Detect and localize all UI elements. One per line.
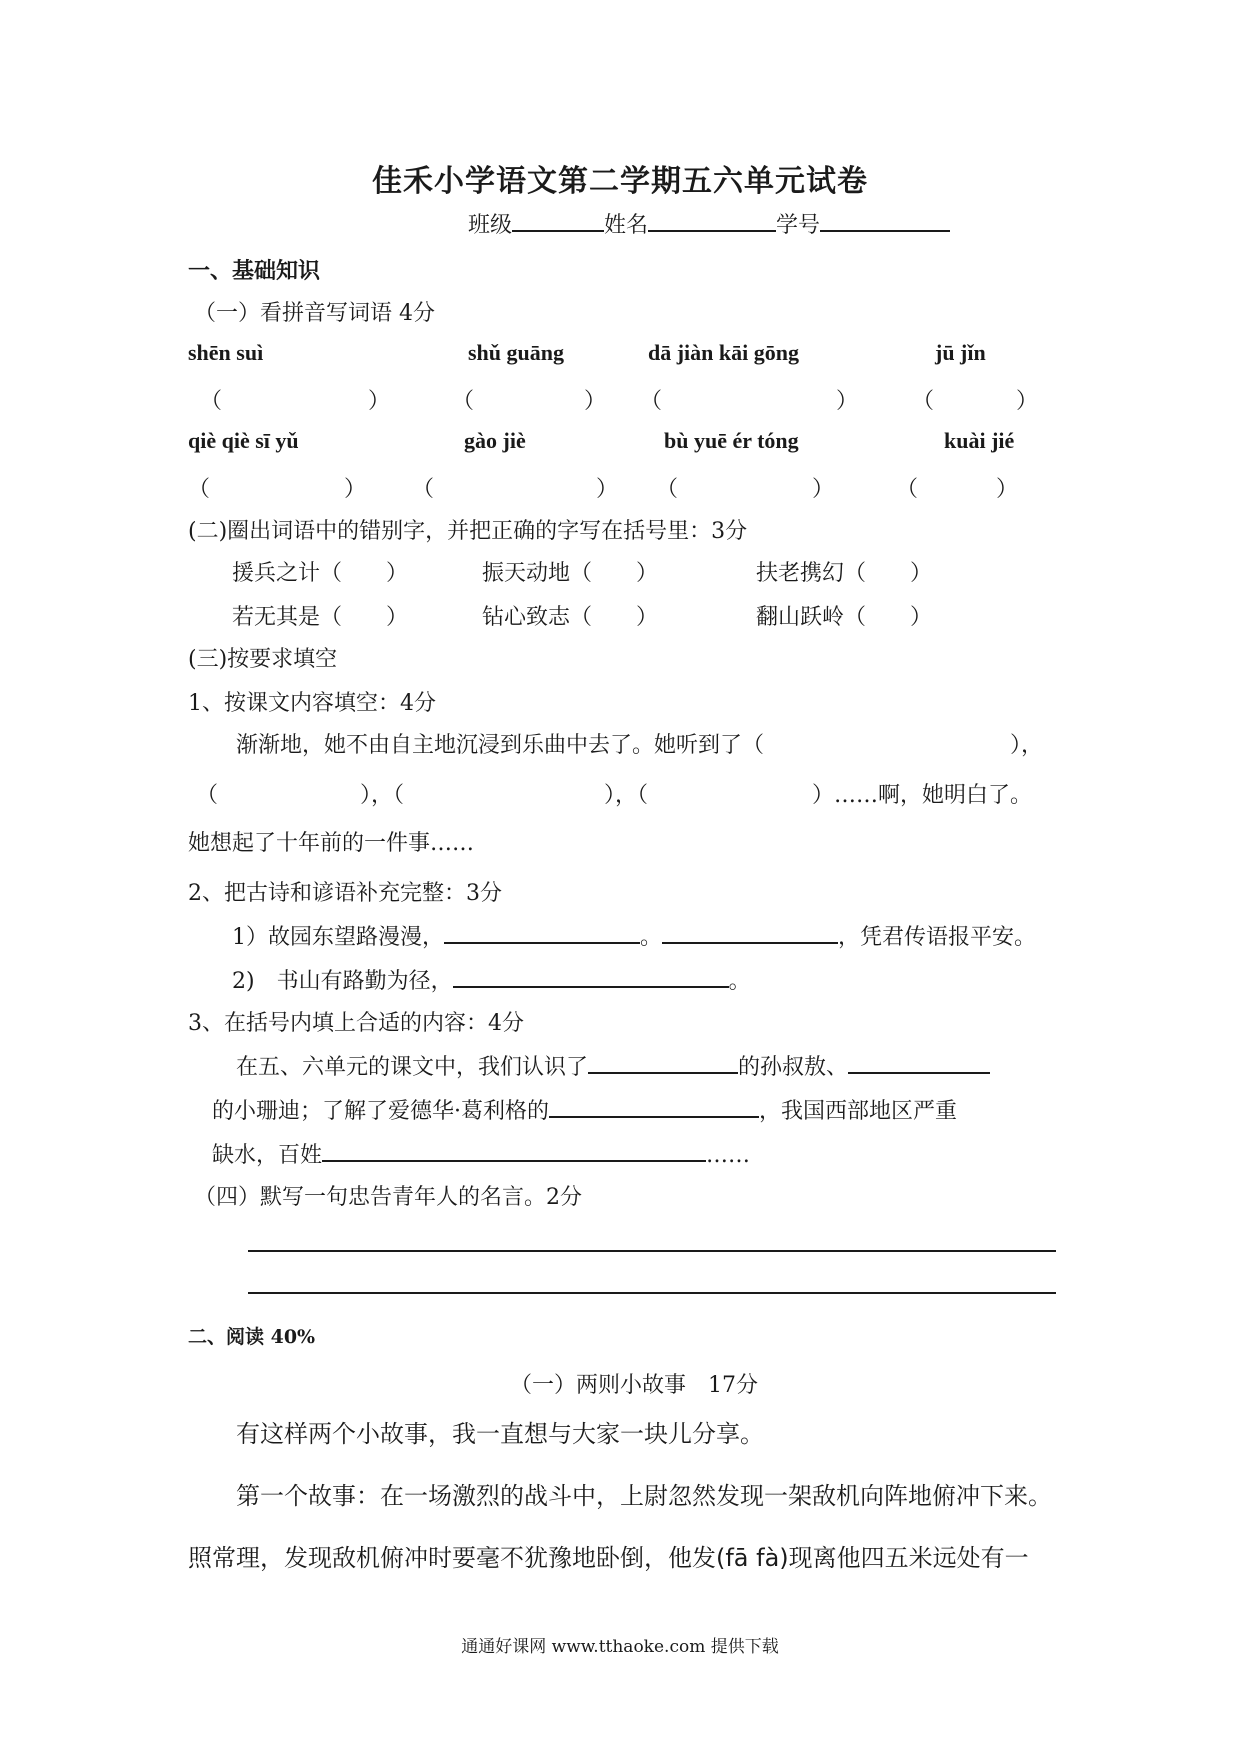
pinyin-8: kuài jié — [944, 428, 1015, 453]
class-label: 班级 — [468, 213, 513, 238]
q3-item2-heading: 2、把古诗和谚语补充完整：3分 — [188, 881, 502, 906]
q3-item3-heading: 3、在括号内填上合适的内容：4分 — [188, 1011, 524, 1036]
reading-para-2: 第一个故事：在一场激烈的战斗中，上尉忽然发现一架敌机向阵地俯冲下来。 — [236, 1482, 1052, 1510]
q3-item1-line1: 渐渐地，她不由自主地沉浸到乐曲中去了。她听到了（ — [236, 733, 765, 758]
q3-item1-line1-end: ）， — [1010, 733, 1044, 758]
section2-heading: 二、阅读 40% — [188, 1326, 316, 1348]
answer-bracket[interactable]: （ — [912, 389, 935, 414]
q2-word-4: 若无其是（ ） — [232, 605, 409, 630]
pinyin-5: qiè qiè sī yǔ — [188, 428, 299, 453]
exam-title: 佳禾小学语文第二学期五六单元试卷 — [372, 164, 868, 199]
q3-item1-line3: 她想起了十年前的一件事…… — [188, 831, 475, 856]
pinyin-7: bù yuē ér tóng — [664, 428, 799, 453]
answer-bracket[interactable]: （ — [412, 477, 435, 502]
q4-heading: （四）默写一句忠告青年人的名言。2分 — [194, 1185, 582, 1210]
q2-word-5: 钻心致志（ ） — [482, 605, 659, 630]
student-info — [468, 208, 950, 239]
q3-item3-line1: 在五、六单元的课文中，我们认识了 的孙叔敖、 — [236, 1050, 990, 1081]
poem-blank-2[interactable] — [662, 920, 838, 944]
q2-word-1: 援兵之计（ ） — [232, 561, 409, 586]
section2-subheading: （一）两则小故事 17分 — [510, 1373, 758, 1398]
pinyin-6: gào jiè — [464, 428, 526, 453]
q2-heading: (二)圈出词语中的错别字，并把正确的字写在括号里：3分 — [188, 519, 748, 544]
fill-blank-2[interactable] — [848, 1050, 990, 1074]
pinyin-3: dā jiàn kāi gōng — [648, 340, 799, 365]
reading-para-1: 有这样两个小故事，我一直想与大家一块儿分享。 — [236, 1420, 764, 1448]
answer-bracket: ） — [836, 389, 859, 414]
q3-item1-line2-c: ），（ — [604, 783, 649, 808]
answer-bracket: ） — [368, 389, 391, 414]
q3-item2-line1: 1）故园东望路漫漫， 。 ，凭君传语报平安。 — [232, 920, 1036, 951]
poem-blank-1[interactable] — [444, 920, 640, 944]
id-blank[interactable] — [820, 208, 950, 232]
pinyin-2: shǔ guāng — [468, 340, 565, 365]
pinyin-1: shēn suì — [188, 340, 264, 365]
id-label: 学号 — [776, 213, 821, 238]
q2-word-3: 扶老携幻（ ） — [756, 561, 933, 586]
answer-bracket[interactable]: （ — [640, 389, 663, 414]
q3-item3-line3: 缺水，百姓 …… — [212, 1138, 750, 1169]
fill-blank-3[interactable] — [549, 1094, 759, 1118]
q1-heading: （一）看拼音写词语 4分 — [194, 301, 435, 326]
answer-bracket[interactable]: （ — [188, 477, 211, 502]
fill-blank-4[interactable] — [322, 1138, 706, 1162]
q2-word-2: 振天动地（ ） — [482, 561, 659, 586]
answer-bracket[interactable]: （ — [452, 389, 475, 414]
name-blank[interactable] — [648, 208, 776, 232]
answer-bracket: ） — [596, 477, 619, 502]
q3-heading: (三)按要求填空 — [188, 647, 338, 672]
class-blank[interactable] — [512, 208, 604, 232]
pinyin-4: jū jǐn — [935, 340, 986, 365]
answer-bracket: ） — [996, 477, 1019, 502]
reading-para-3: 照常理，发现敌机俯冲时要毫不犹豫地卧倒，他发(fā fà)现离他四五米远处有一 — [188, 1544, 1029, 1572]
answer-line-2[interactable] — [248, 1292, 1056, 1294]
answer-line-1[interactable] — [248, 1250, 1056, 1252]
name-label: 姓名 — [604, 213, 649, 238]
answer-bracket[interactable]: （ — [656, 477, 679, 502]
q2-word-6: 翻山跃岭（ ） — [756, 605, 933, 630]
q3-item1-line2-a: （ — [196, 783, 219, 808]
answer-bracket[interactable]: （ — [200, 389, 223, 414]
q3-item1-line2-d: ）……啊，她明白了。 — [812, 783, 1033, 808]
fill-blank-1[interactable] — [588, 1050, 738, 1074]
answer-bracket: ） — [812, 477, 835, 502]
section1-heading: 一、基础知识 — [188, 258, 321, 284]
footer-note: 通通好课网 www.tthaoke.com 提供下载 — [461, 1637, 779, 1657]
answer-bracket: ） — [584, 389, 607, 414]
q3-item2-line2: 2) 书山有路勤为径， 。 — [232, 964, 751, 995]
proverb-blank[interactable] — [453, 964, 729, 988]
q3-item1-heading: 1、按课文内容填空：4分 — [188, 691, 436, 716]
q3-item1-line2-b: ），（ — [360, 783, 405, 808]
q3-item3-line2: 的小珊迪；了解了爱德华·葛利格的 ，我国西部地区严重 — [212, 1094, 957, 1125]
answer-bracket: ） — [344, 477, 367, 502]
answer-bracket[interactable]: （ — [896, 477, 919, 502]
answer-bracket: ） — [1016, 389, 1039, 414]
